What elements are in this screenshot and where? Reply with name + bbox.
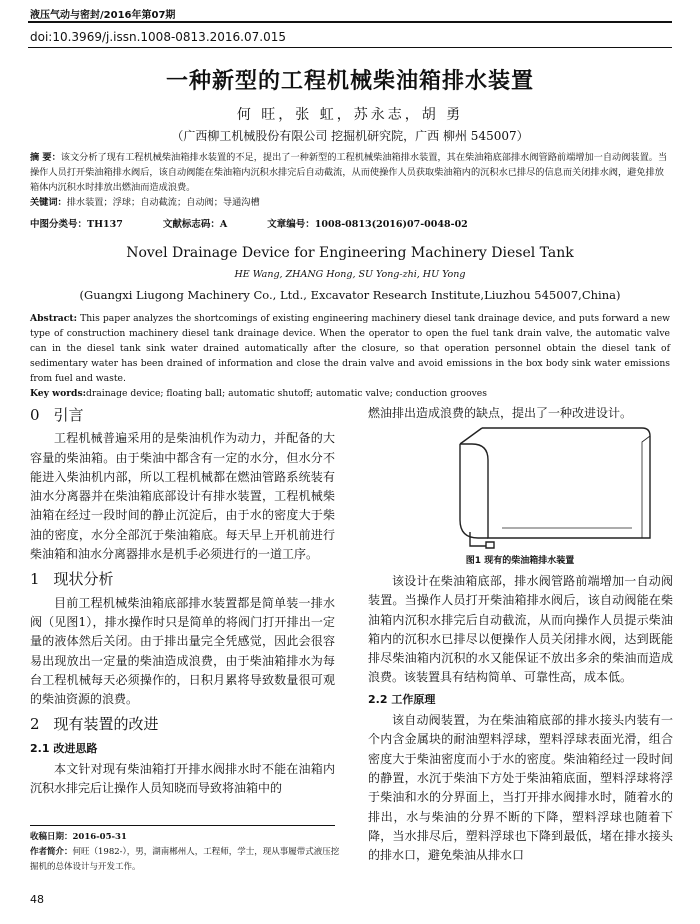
header-rule-bottom bbox=[28, 47, 672, 48]
keywords: 排水装置；浮球；自动截流；自动阀；导通沟槽 bbox=[66, 197, 260, 208]
en-abstract-text: This paper analyzes the shortcomings of existing engineering machinery diesel tank drainage device, and puts forward a new type of construction machinery diesel tank drainage device. When the operator to open the fuel tank drain valve, the automatic valve can in the diesel tank sink water drained automatically after the closure, so that operation personnel obtain the diesel tank of sedimentary water has been drained of information and close the drain valve and avoid emissions in the box body sink water emissions from fuel and waste. bbox=[30, 313, 670, 384]
classification-line bbox=[30, 216, 670, 230]
header-rule-top bbox=[28, 21, 672, 23]
design-paragraph: 该设计在柴油箱底部，排水阀管路前端增加一自动阀装置。当操作人员打开柴油箱排水阀后，该自动阀能在柴油箱内沉积水排完后自动截流，从而向操作人员提示柴油箱内的沉积水已排尽以便操作人员关闭排水阀，达到既能排尽柴油箱内沉积的水又能保证不放出多余的柴油而造成浪费。该装置具有结构简单、可靠性高，成本低。 bbox=[368, 574, 673, 685]
english-title: Novel Drainage Device for Engineering Machinery Diesel Tank bbox=[126, 245, 574, 261]
figure-1-diesel-tank bbox=[442, 420, 652, 550]
section-2-heading: 2 现有装置的改进 bbox=[30, 715, 159, 734]
right-column-bottom bbox=[368, 572, 673, 865]
keywords-label: 关键词： bbox=[30, 197, 67, 208]
english-authors: HE Wang, ZHANG Hong, SU Yong-zhi, HU Yong bbox=[234, 269, 466, 280]
english-affiliation: (Guangxi Liugong Machinery Co., Ltd., Excavator Research Institute,Liuzhou 545007,China) bbox=[79, 288, 621, 302]
affiliation: （广西柳工机械股份有限公司 挖掘机研究院，广西 柳州 545007） bbox=[171, 129, 529, 143]
clc-number: 中图分类号：TH137 bbox=[30, 219, 123, 230]
journal-header: 液压气动与密封/2016年第07期 bbox=[30, 10, 176, 21]
section-2-1-paragraph: 本文针对现有柴油箱打开排水阀排水时不能在油箱内沉积水排完后让操作人员知晓而导致将油箱中的 bbox=[30, 762, 335, 796]
author-bio: 何旺（1982-），男，湖南郴州人，工程师，学士，现从事履带式液压挖掘机的总体设计与开发工作。 bbox=[30, 847, 340, 872]
working-principle-paragraph: 该自动阀装置，为在柴油箱底部的排水接头内装有一个内含金属块的耐油塑料浮球，塑料浮球表面光滑，组合密度大于柴油密度而小于水的密度。柴油箱经过一段时间的静置，水沉于柴油下方处于柴油箱底面，塑料浮球将浮于柴油和水的分界面上，当打开排水阀排水时，随着水的排出，水与柴油的分界不断的下降，塑料浮球也随着下降，当水排尽后，塑料浮球也下降到最低，堵在排水接头的排水口，避免柴油从排水口 bbox=[368, 713, 673, 863]
article-number: 文章编号：1008-0813(2016)07-0048-02 bbox=[267, 219, 468, 230]
abstract-text: 该文分析了现有工程机械柴油箱排水装置的不足，提出了一种新型的工程机械柴油箱排水装置，其在柴油箱底部排水阀管路前端增加一自动阀装置。当操作人员打开柴油箱排水阀后，该自动阀能在柴油箱内沉积水排完后自动截流，从而使操作人员获取柴油箱内的沉积水已排尽的信息而关闭排水阀，避免排放箱体内沉积水时排放出燃油而造成浪费。 bbox=[30, 152, 668, 193]
figure-1-caption: 图1 现有的柴油箱排水装置 bbox=[465, 556, 575, 566]
abstract-zh bbox=[30, 150, 670, 210]
abstract-en bbox=[30, 311, 670, 401]
section-0-paragraph: 工程机械普遍采用的是柴油机作为动力，并配备的大容量的柴油箱。由于柴油中都含有一定的水分，但水分不能进入柴油机内部，所以工程机械都在燃油管路系统装有油水分离器并在柴油箱底部设计有排水装置，工程机械柴油箱在经过一段时间的静止沉淀后，由于水的密度大于柴油的密度，水分全部沉于柴油箱底。每天早上开机前进行柴油箱和油水分离器排水是机手必须进行的一道工序。 bbox=[30, 431, 335, 562]
en-keywords-label: Key words: bbox=[30, 388, 87, 399]
footnote bbox=[30, 830, 340, 875]
abstract-label: 摘 要： bbox=[30, 152, 61, 163]
received-date: 收稿日期：2016-05-31 bbox=[30, 832, 127, 842]
doc-code: 文献标志码：A bbox=[162, 219, 228, 230]
section-1-paragraph: 目前工程机械柴油箱底部排水装置都是简单装一排水阀（见图1），排水操作时只是简单的将阀门打开排出一定量的液体然后关闭。由于排出量完全凭感觉，因此会很容易出现放出一定量的柴油造成浪费，由于柴油箱排水为每台工程机械每天必须操作的，日积月累将导致数量很可观的柴油资源的浪费。 bbox=[30, 595, 335, 707]
paper-title: 一种新型的工程机械柴油箱排水装置 bbox=[165, 69, 534, 94]
continued-paragraph: 燃油排出造成浪费的缺点，提出了一种改进设计。 bbox=[368, 406, 633, 420]
bio-label: 作者简介： bbox=[30, 847, 73, 857]
subsection-2-1-heading: 2.1 改进思路 bbox=[30, 741, 98, 755]
en-keywords: drainage device; floating ball; automatic shutoff; automatic valve; conduction grooves bbox=[86, 388, 487, 399]
section-0-heading: 0 引言 bbox=[30, 406, 84, 424]
subsection-2-2-heading: 2.2 工作原理 bbox=[368, 692, 436, 706]
doi[interactable]: doi:10.3969/j.issn.1008-0813.2016.07.015 bbox=[30, 30, 286, 44]
left-column bbox=[30, 400, 335, 799]
footnote-rule bbox=[30, 825, 335, 826]
authors: 何 旺，张 虹，苏永志，胡 勇 bbox=[236, 107, 464, 123]
page-number: 48 bbox=[30, 893, 44, 906]
section-1-heading: 1 现状分析 bbox=[30, 570, 114, 589]
en-abstract-label: Abstract: bbox=[30, 313, 77, 324]
